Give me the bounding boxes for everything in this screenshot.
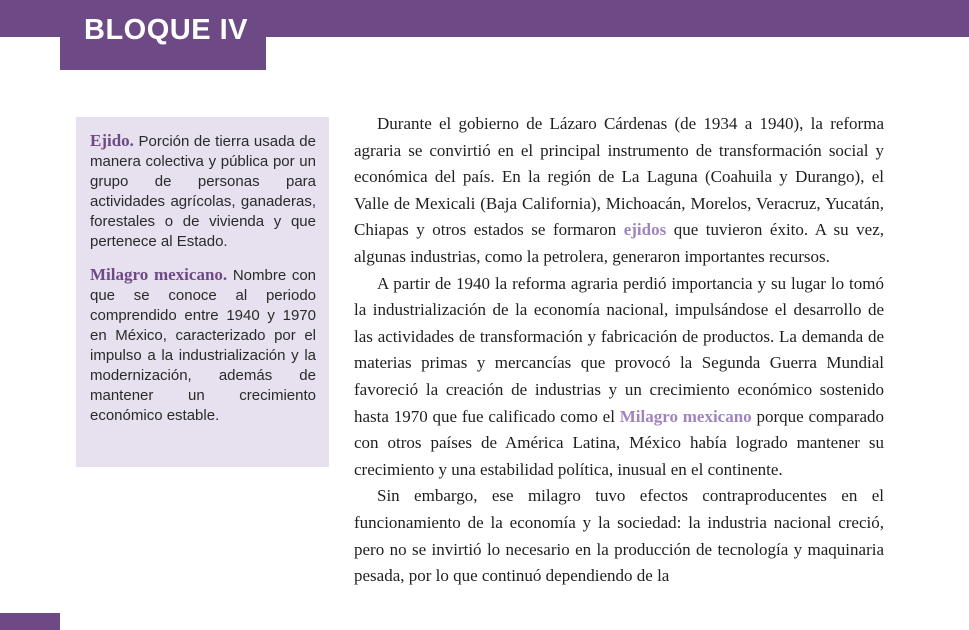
- glossary-term: Milagro mexicano.: [90, 265, 228, 284]
- paragraph-3: Sin embargo, ese milagro tuvo efectos contraproducentes en el funcionamiento de la economía y la sociedad: la industria nacional creció, pero no se invirtió lo necesario en la producción de tecnología y maquinaria pesada, por lo que continuó dependiendo de la: [354, 486, 884, 586]
- glossary-box: [76, 117, 329, 467]
- block-title: BLOQUE IV: [84, 14, 249, 46]
- paragraph-text: que tuvieron éxito. A su vez, algunas industrias, como la petrolera, generaron importantes recursos.: [354, 220, 884, 266]
- glossary-definition: Nombre con que se conoce al periodo comprendido entre 1940 y 1970 en México, caracterizado por el impulso a la industrialización y la modernización, además de mantener un crecimiento económico estable.: [90, 267, 316, 424]
- glossary-definition: Porción de tierra usada de manera colectiva y pública por un grupo de personas para actividades agrícolas, ganaderas, forestales o de vivienda y que pertenece al Estado.: [90, 133, 316, 250]
- glossary-entry-ejido: [90, 131, 316, 252]
- paragraph-text: A partir de 1940 la reforma agraria perdió importancia y su lugar lo tomó la industrialización de la economía nacional, impulsándose el desarrollo de las actividades de transformación y fabricación de productos. La demanda de materias primas y mercancías que provocó la Segunda Guerra Mundial favoreció la creación de industrias y un crecimiento económico sostenido hasta 1970 que fue calificado como el: [354, 273, 884, 426]
- paragraph-text: porque comparado con otros países de América Latina, México había logrado mantener su crecimiento y una estabilidad política, inusual en el continente.: [354, 406, 884, 479]
- paragraph-1: [354, 111, 884, 271]
- paragraph-text: Durante el gobierno de Lázaro Cárdenas (de 1934 a 1940), la reforma agraria se convirtió en el principal instrumento de transformación social y económica del país. En la región de La Laguna (Coahuila y Durango), el Valle de Mexicali (Baja California), Michoacán, Morelos, Veracruz, Yucatán, Chiapas y otros estados se formaron: [354, 114, 884, 240]
- page-corner-mark: [0, 613, 60, 630]
- glossary-term-link: Milagro mexicano: [619, 406, 752, 426]
- glossary-term: Ejido.: [90, 131, 134, 150]
- glossary-term-link: ejidos: [623, 220, 667, 240]
- glossary-entry-milagro-mexicano: [90, 265, 316, 426]
- paragraph-2: [354, 271, 884, 484]
- main-text: [354, 111, 884, 590]
